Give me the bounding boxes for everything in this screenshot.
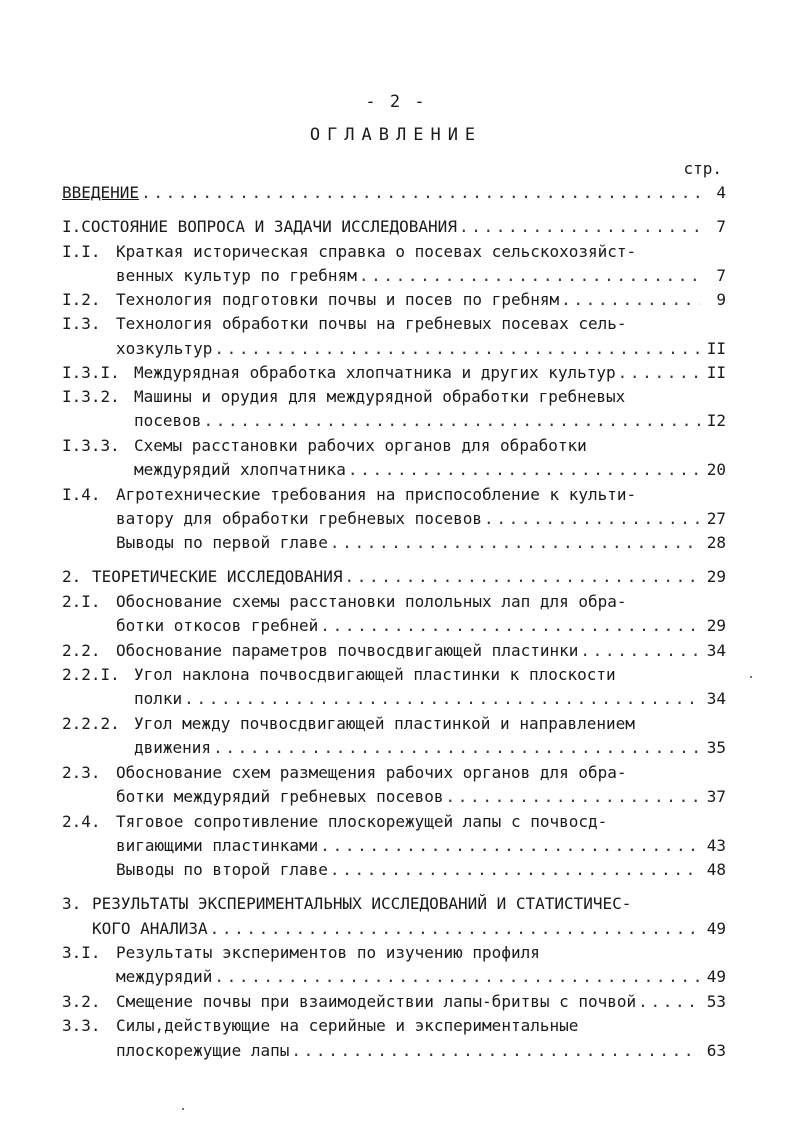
dot-leader: [320, 835, 700, 857]
toc-entry-text: посевов: [134, 411, 202, 430]
dot-leader: [291, 1040, 700, 1062]
toc-page-number: 49: [706, 967, 726, 986]
toc-entry-text: плоскорежущие лапы: [116, 1041, 290, 1060]
toc-entry-text: Тяговое сопротивление плоскорежущей лапы с почвосд-: [116, 812, 608, 831]
toc-entry-number: 3.: [62, 894, 82, 913]
toc-entry-text: Технология подготовки почвы и посев по гребням: [116, 290, 560, 309]
dot-leader: [184, 688, 700, 710]
toc-entry-number: 3.3.: [62, 1016, 101, 1035]
toc-entry-number: I.2.: [62, 290, 101, 309]
toc-entry-text: ТЕОРЕТИЧЕСКИЕ ИССЛЕДОВАНИЯ: [92, 567, 343, 586]
toc-page-number: 48: [706, 860, 726, 879]
toc-entry-2-4-cont: [116, 835, 726, 857]
toc-entry-1-3-3: [62, 435, 726, 457]
toc-entry-text: Обоснование схемы расстановки полольных лап для обра-: [116, 592, 627, 611]
toc-entry-intro: [62, 182, 726, 204]
dot-leader: [214, 966, 700, 988]
toc-entry-text: Обоснование параметров почвосдвигающей пластинки: [116, 641, 579, 660]
toc-entry-text: Выводы по второй главе: [116, 860, 328, 879]
toc-page-number: 20: [706, 460, 726, 479]
toc-page-number: 28: [706, 533, 726, 552]
toc-entry-number: 2.: [62, 567, 82, 586]
page-title: ОГЛАВЛЕНИЕ: [309, 125, 483, 145]
toc-page-number: 63: [706, 1041, 726, 1060]
toc-entry-text: Машины и орудия для междурядной обработки гребневых: [134, 387, 626, 406]
toc-entry-chapter-2: [62, 566, 726, 588]
toc-entry-text: Силы,действующие на серийные и экспериментальные: [116, 1016, 579, 1035]
toc-page-number: 29: [706, 567, 726, 586]
toc-entry-text: ватору для обработки гребневых посевов: [116, 509, 483, 528]
toc-page-number: 53: [706, 992, 726, 1011]
toc-entry-1-1-cont: [116, 265, 726, 287]
toc-entry-conclusions-1: [116, 532, 726, 554]
toc-entry-1-4: [62, 484, 726, 506]
toc-entry-text: междурядий хлопчатника: [134, 460, 346, 479]
toc-entry-number: I.I.: [62, 242, 101, 261]
dot-leader: [203, 410, 700, 432]
toc-page-number: 7: [716, 266, 726, 285]
toc-page-number: 9: [716, 290, 726, 309]
toc-entry-2-3-cont: [116, 786, 726, 808]
toc-entry-1-2: [62, 289, 726, 311]
dot-leader: [213, 737, 700, 759]
toc-entry-chapter-3: [62, 893, 726, 915]
toc-entry-text: Выводы по первой главе: [116, 533, 328, 552]
toc-entry-text: вигающими пластинками: [116, 836, 319, 855]
toc-entry-text: Угол наклона почвосдвигающей пластинки к плоскости: [134, 665, 616, 684]
dot-leader: [214, 338, 700, 360]
toc-entry-text: ботки междурядий гребневых посевов: [116, 787, 444, 806]
toc-entry-2-2-2: [62, 713, 726, 735]
page-number: - 2 -: [365, 92, 427, 112]
dot-leader: [330, 532, 700, 554]
toc-entry-3-3: [62, 1015, 726, 1037]
dot-leader: [141, 182, 700, 204]
toc-entry-2-2-2-cont: [134, 737, 726, 759]
toc-entry-text: Обоснование схем размещения рабочих органов для обра-: [116, 763, 627, 782]
toc-page-number: II: [706, 339, 726, 358]
toc-entry-number: I.: [62, 217, 82, 236]
toc-entry-1-1: [62, 241, 726, 263]
toc-entry-number: I.4.: [62, 485, 101, 504]
toc-entry-2-3: [62, 762, 726, 784]
toc-entry-text: венных культур по гребням: [116, 266, 357, 285]
toc-page-number: 7: [716, 217, 726, 236]
toc-entry-text: Смещение почвы при взаимодействии лапы-бритвы с почвой: [116, 992, 637, 1011]
toc-page-number: 49: [706, 919, 726, 938]
toc-entry-number: I.3.3.: [62, 436, 120, 455]
toc-entry-1-3: [62, 313, 726, 335]
toc-entry-1-3-2: [62, 386, 726, 408]
dot-leader: [484, 508, 700, 530]
toc-entry-3-3-cont: [116, 1040, 726, 1062]
toc-entry-3-1-cont: [116, 966, 726, 988]
toc-entry-text: Результаты экспериментов по изучению профиля: [116, 943, 540, 962]
toc-entry-number: I.3.: [62, 314, 101, 333]
dot-leader: [344, 566, 700, 588]
toc-entry-number: 3.I.: [62, 943, 101, 962]
toc-page-number: II: [706, 363, 726, 382]
toc-entry-number: 2.I.: [62, 592, 101, 611]
toc-entry-2-4: [62, 811, 726, 833]
toc-entry-number: 2.2.: [62, 641, 101, 660]
toc-entry-chapter-1: [62, 216, 726, 238]
toc-page-number: 29: [706, 616, 726, 635]
toc-entry-3-2: [62, 991, 726, 1013]
toc-entry-1-3-1: [62, 362, 726, 384]
scan-speck: [182, 1108, 184, 1110]
toc-entry-1-3-2-cont: [134, 410, 726, 432]
toc-page-number: 34: [706, 641, 726, 660]
dot-leader: [446, 786, 700, 808]
toc-entry-1-4-cont: [116, 508, 726, 530]
toc-entry-text: Технология обработки почвы на гребневых посевах сель-: [116, 314, 627, 333]
toc-entry-number: 2.2.2.: [62, 714, 120, 733]
dot-leader: [359, 265, 700, 287]
toc-entry-number: 2.4.: [62, 812, 101, 831]
toc-page-number: 34: [706, 689, 726, 708]
toc-page-number: 37: [706, 787, 726, 806]
toc-entry-number: I.3.2.: [62, 387, 120, 406]
toc-entry-2-1-cont: [116, 615, 726, 637]
toc-entry-2-1: [62, 591, 726, 613]
toc-entry-3-1: [62, 942, 726, 964]
toc-entry-text: Схемы расстановки рабочих органов для обработки: [134, 436, 587, 455]
toc-entry-text: Краткая историческая справка о посевах сельскохозяйст-: [116, 242, 637, 261]
toc-entry-text: СОСТОЯНИЕ ВОПРОСА И ЗАДАЧИ ИССЛЕДОВАНИЯ: [81, 217, 457, 236]
dot-leader: [459, 216, 700, 238]
dot-leader: [210, 918, 700, 940]
toc-entry-text: ботки откосов гребней: [116, 616, 319, 635]
dot-leader: [618, 362, 700, 384]
toc-entry-text: полки: [134, 689, 183, 708]
toc-entry-text: междурядий: [116, 967, 213, 986]
toc-entry-2-2-1-cont: [134, 688, 726, 710]
toc-page-number: 27: [706, 509, 726, 528]
dot-leader: [561, 289, 700, 311]
toc-entry-number: I.3.I.: [62, 363, 120, 382]
toc-entry-number: 3.2.: [62, 992, 101, 1011]
toc-entry-number: 2.3.: [62, 763, 101, 782]
toc-page-number: I2: [706, 411, 726, 430]
toc-entry-text: РЕЗУЛЬТАТЫ ЭКСПЕРИМЕНТАЛЬНЫХ ИССЛЕДОВАНИЙ И СТАТИСТИЧЕС-: [92, 894, 632, 913]
toc-entry-text: Междурядная обработка хлопчатника и других культур: [134, 363, 616, 382]
dot-leader: [348, 459, 700, 481]
dot-leader: [330, 859, 700, 881]
dot-leader: [580, 640, 700, 662]
dot-leader: [638, 991, 700, 1013]
toc-entry-text: движения: [134, 738, 212, 757]
toc-entry-1-3-cont: [116, 338, 726, 360]
toc-entry-chapter-3-cont: [92, 918, 726, 940]
toc-entry-2-2: [62, 640, 726, 662]
toc-entry-text: хозкультур: [116, 339, 213, 358]
toc-entry-text: ВВЕДЕНИЕ: [62, 183, 140, 202]
toc-entry-text: КОГО АНАЛИЗА: [92, 919, 208, 938]
toc-entry-number: 2.2.I.: [62, 665, 120, 684]
scan-speck: [750, 676, 752, 678]
toc-page-number: 4: [716, 183, 726, 202]
dot-leader: [320, 615, 700, 637]
page-column-label: стр.: [683, 159, 722, 178]
toc-page-number: 43: [706, 836, 726, 855]
toc-entry-text: Угол между почвосдвигающей пластинкой и направлением: [134, 714, 635, 733]
toc-entry-text: Агротехнические требования на приспособление к культи-: [116, 485, 637, 504]
toc-page-number: 35: [706, 738, 726, 757]
toc-entry-1-3-3-cont: [134, 459, 726, 481]
toc-entry-conclusions-2: [116, 859, 726, 881]
toc-entry-2-2-1: [62, 664, 726, 686]
